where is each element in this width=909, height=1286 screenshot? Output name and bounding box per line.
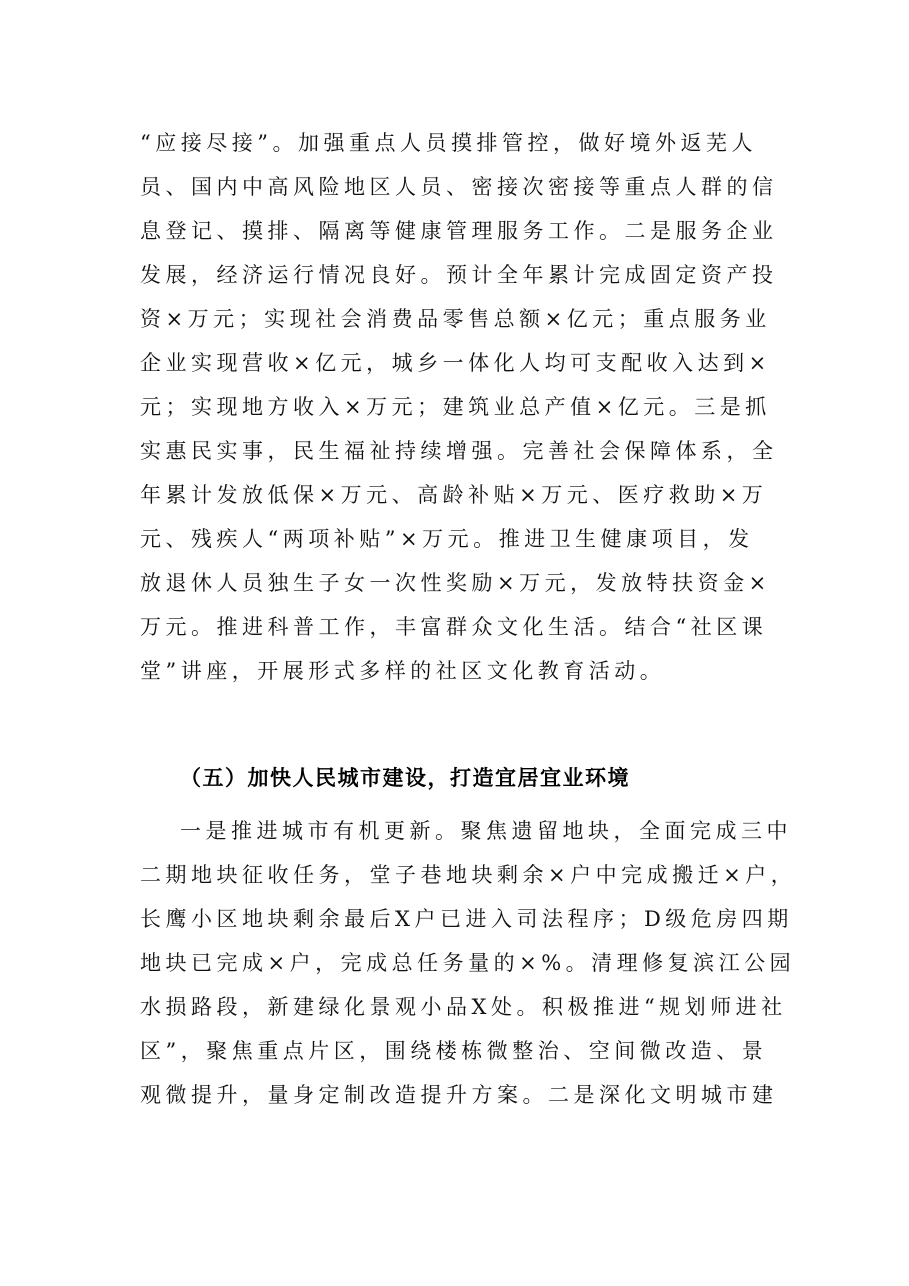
text-line: 长鹰小区地块剩余最后X户已进入司法程序；D级危房四期 [140,907,793,931]
text-line: “应接尽接”。加强重点人员摸排管控，做好境外返芜人 [140,131,757,155]
text-line: 放退休人员独生子女一次性奖励×万元，发放特扶资金× [140,571,771,595]
text-line: 年累计发放低保×万元、高龄补贴×万元、医疗救助×万 [140,483,768,507]
text-line: 发展，经济运行情况良好。预计全年累计完成固定资产投 [140,263,778,287]
text-line: 资×万元；实现社会消费品零售总额×亿元；重点服务业 [140,307,771,331]
text-line: 观微提升，量身定制改造提升方案。二是深化文明城市建 [140,1083,778,1107]
text-line: 实惠民实事，民生福祉持续增强。完善社会保障体系，全 [140,439,778,463]
text-line: 企业实现营收×亿元，城乡一体化人均可支配收入达到× [140,351,771,375]
section-heading: （五）加快人民城市建设，打造宜居宜业环境 [180,766,630,790]
text-line: 元；实现地方收入×万元；建筑业总产值×亿元。三是抓 [140,395,771,419]
text-line: 一是推进城市有机更新。聚焦遗留地块，全面完成三中 [180,819,792,843]
text-line: 员、国内中高风险地区人员、密接次密接等重点人群的信 [140,175,778,199]
text-line: 二期地块征收任务，堂子巷地块剩余×户中完成搬迁×户， [140,863,797,887]
text-line: 元、残疾人“两项补贴”×万元。推进卫生健康项目，发 [140,527,754,551]
body-paragraph-2 [140,809,797,1117]
body-paragraph-1 [140,121,780,693]
text-line: 地块已完成×户，完成总任务量的×%。清理修复滨江公园 [140,951,796,975]
text-line: 息登记、摸排、隔离等健康管理服务工作。二是服务企业 [140,219,778,243]
text-line: 区”，聚焦重点片区，围绕楼栋微整治、空间微改造、景 [140,1039,768,1063]
text-line: 堂”讲座，开展形式多样的社区文化教育活动。 [140,659,666,683]
text-line: 万元。推进科普工作，丰富群众文化生活。结合“社区课 [140,615,768,639]
text-line: 水损路段，新建绿化景观小品X处。积极推进“规划师进社 [140,995,787,1019]
